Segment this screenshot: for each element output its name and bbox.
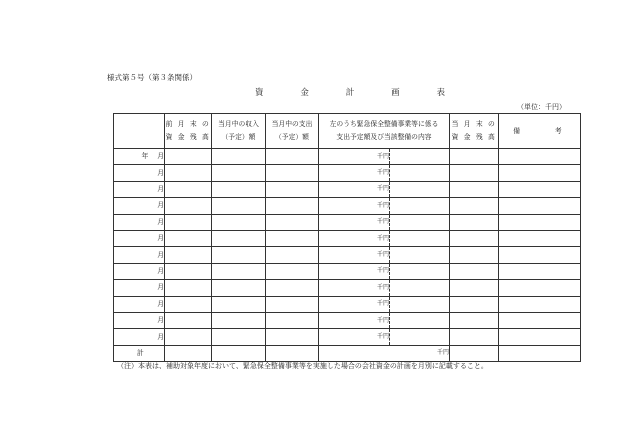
maintenance-content-cell[interactable]	[390, 198, 450, 214]
header-text: 左のうち緊急保全整備事業等に係る	[329, 120, 439, 128]
month-label: 月	[114, 198, 165, 214]
expense-cell[interactable]	[266, 263, 319, 279]
income-cell[interactable]	[212, 230, 266, 246]
income-cell[interactable]	[212, 247, 266, 263]
remarks-cell[interactable]	[499, 214, 581, 230]
remarks-cell[interactable]	[499, 263, 581, 279]
income-cell[interactable]	[212, 165, 266, 181]
closing-balance-cell[interactable]	[450, 312, 499, 328]
emergency-amount-cell[interactable]: 千円	[319, 214, 390, 230]
month-label: 月	[114, 312, 165, 328]
title-char: 表	[436, 88, 445, 98]
total-row	[114, 345, 581, 361]
emergency-amount-cell[interactable]: 千円	[319, 165, 390, 181]
income-cell[interactable]	[212, 329, 266, 345]
closing-balance-cell[interactable]	[450, 181, 499, 197]
opening-balance-cell[interactable]	[165, 329, 212, 345]
title-char: 画	[391, 88, 400, 98]
emergency-amount-cell[interactable]: 千円	[319, 329, 390, 345]
header-emergency-maintenance	[319, 114, 450, 149]
income-cell[interactable]	[212, 280, 266, 296]
expense-cell[interactable]	[266, 329, 319, 345]
table-row	[114, 198, 581, 214]
maintenance-content-cell[interactable]	[390, 214, 450, 230]
header-text: （予定）額	[275, 133, 309, 141]
month-label: 月	[114, 280, 165, 296]
header-text: （予定）額	[221, 133, 256, 141]
total-income-cell[interactable]	[212, 345, 266, 361]
table-row	[114, 149, 581, 165]
table-row	[114, 247, 581, 263]
header-remarks	[499, 114, 581, 149]
expense-cell[interactable]	[266, 214, 319, 230]
opening-balance-cell[interactable]	[165, 296, 212, 312]
month-label: 月	[114, 296, 165, 312]
emergency-amount-cell[interactable]: 千円	[319, 296, 390, 312]
closing-balance-cell[interactable]	[450, 263, 499, 279]
remarks-cell[interactable]	[499, 165, 581, 181]
table-header-row	[114, 114, 581, 149]
header-text: 当月中の収入	[218, 120, 259, 128]
table-row	[114, 181, 581, 197]
month-label: 月	[114, 230, 165, 246]
header-closing-balance	[450, 114, 499, 149]
remarks-cell[interactable]	[499, 280, 581, 296]
emergency-amount-cell[interactable]: 千円	[319, 230, 390, 246]
maintenance-content-cell[interactable]	[390, 312, 450, 328]
expense-cell[interactable]	[266, 149, 319, 165]
month-label: 月	[114, 263, 165, 279]
total-closing-balance-cell[interactable]	[450, 345, 499, 361]
document-title	[255, 86, 445, 98]
remarks-cell[interactable]	[499, 149, 581, 165]
remarks-cell[interactable]	[499, 296, 581, 312]
header-text: 前 月 末 の	[165, 120, 211, 128]
opening-balance-cell[interactable]	[165, 312, 212, 328]
income-cell[interactable]	[212, 263, 266, 279]
opening-balance-cell[interactable]	[165, 181, 212, 197]
expense-cell[interactable]	[266, 312, 319, 328]
emergency-amount-cell[interactable]: 千円	[319, 280, 390, 296]
income-cell[interactable]	[212, 296, 266, 312]
month-label: 月	[114, 165, 165, 181]
total-remarks-cell[interactable]	[499, 345, 581, 361]
expense-cell[interactable]	[266, 296, 319, 312]
month-label: 月	[114, 214, 165, 230]
month-label: 年 月	[114, 149, 165, 165]
expense-cell[interactable]	[266, 198, 319, 214]
closing-balance-cell[interactable]	[450, 149, 499, 165]
title-char: 計	[345, 88, 355, 98]
form-number: 様式第５号（第３条関係）	[107, 73, 197, 82]
income-cell[interactable]	[212, 181, 266, 197]
expense-cell[interactable]	[266, 280, 319, 296]
table-row	[114, 230, 581, 246]
maintenance-content-cell[interactable]	[390, 280, 450, 296]
remarks-cell[interactable]	[499, 329, 581, 345]
expense-cell[interactable]	[266, 230, 319, 246]
emergency-amount-cell[interactable]: 千円	[319, 149, 390, 165]
maintenance-content-cell[interactable]	[390, 329, 450, 345]
expense-cell[interactable]	[266, 181, 319, 197]
expense-cell[interactable]	[266, 165, 319, 181]
table-row	[114, 165, 581, 181]
maintenance-content-cell[interactable]	[390, 165, 450, 181]
remarks-cell[interactable]	[499, 247, 581, 263]
maintenance-content-cell[interactable]	[390, 296, 450, 312]
opening-balance-cell[interactable]	[165, 165, 212, 181]
maintenance-content-cell[interactable]	[390, 230, 450, 246]
closing-balance-cell[interactable]	[450, 165, 499, 181]
table-row	[114, 329, 581, 345]
opening-balance-cell[interactable]	[165, 149, 212, 165]
maintenance-content-cell[interactable]	[390, 181, 450, 197]
total-expense-cell[interactable]	[266, 345, 319, 361]
opening-balance-cell[interactable]	[165, 263, 212, 279]
month-label: 月	[114, 181, 165, 197]
opening-balance-cell[interactable]	[165, 247, 212, 263]
opening-balance-cell[interactable]	[165, 230, 212, 246]
closing-balance-cell[interactable]	[450, 329, 499, 345]
total-opening-balance-cell[interactable]	[165, 345, 212, 361]
header-income	[212, 114, 266, 149]
unit-label: （単位：千円）	[517, 103, 566, 111]
remarks-cell[interactable]	[499, 312, 581, 328]
emergency-amount-cell[interactable]: 千円	[319, 312, 390, 328]
remarks-cell[interactable]	[499, 198, 581, 214]
header-text: 資 金 残 高	[451, 133, 497, 141]
emergency-amount-cell[interactable]: 千円	[319, 247, 390, 263]
remarks-cell[interactable]	[499, 181, 581, 197]
total-emergency-amount-cell[interactable]: 千円	[319, 345, 450, 361]
opening-balance-cell[interactable]	[165, 280, 212, 296]
total-label: 計	[114, 345, 165, 361]
opening-balance-cell[interactable]	[165, 198, 212, 214]
maintenance-content-cell[interactable]	[390, 263, 450, 279]
income-cell[interactable]	[212, 198, 266, 214]
header-text: 当月中の支出	[271, 120, 313, 128]
maintenance-content-cell[interactable]	[390, 247, 450, 263]
table-row	[114, 296, 581, 312]
maintenance-content-cell[interactable]	[390, 149, 450, 165]
closing-balance-cell[interactable]	[450, 214, 499, 230]
closing-balance-cell[interactable]	[450, 247, 499, 263]
emergency-amount-cell[interactable]: 千円	[319, 263, 390, 279]
emergency-amount-cell[interactable]: 千円	[319, 181, 390, 197]
header-opening-balance	[165, 114, 212, 149]
month-label: 月	[114, 329, 165, 345]
header-text: 当 月 末 の	[451, 120, 497, 128]
closing-balance-cell[interactable]	[450, 230, 499, 246]
table-row	[114, 280, 581, 296]
table-row	[114, 214, 581, 230]
header-month-blank	[114, 114, 165, 149]
table-row	[114, 312, 581, 328]
income-cell[interactable]	[212, 149, 266, 165]
header-text: 備 考	[513, 126, 576, 135]
header-text: 支出予定額及び当該整備の内容	[336, 133, 432, 141]
closing-balance-cell[interactable]	[450, 280, 499, 296]
table-row	[114, 263, 581, 279]
month-label: 月	[114, 247, 165, 263]
footnote: （注）本表は、補助対象年度において、緊急保全整備事業等を実施した場合の会社資金の計画を月別に記載すること。	[117, 362, 488, 370]
opening-balance-cell[interactable]	[165, 214, 212, 230]
title-char: 金	[300, 88, 309, 98]
closing-balance-cell[interactable]	[450, 296, 499, 312]
income-cell[interactable]	[212, 214, 266, 230]
closing-balance-cell[interactable]	[450, 198, 499, 214]
remarks-cell[interactable]	[499, 230, 581, 246]
income-cell[interactable]	[212, 312, 266, 328]
title-char: 資	[255, 88, 264, 98]
header-text: 資 金 残 高	[165, 133, 211, 141]
expense-cell[interactable]	[266, 247, 319, 263]
header-expense	[266, 114, 319, 149]
emergency-amount-cell[interactable]: 千円	[319, 198, 390, 214]
fund-plan-table	[113, 113, 581, 362]
